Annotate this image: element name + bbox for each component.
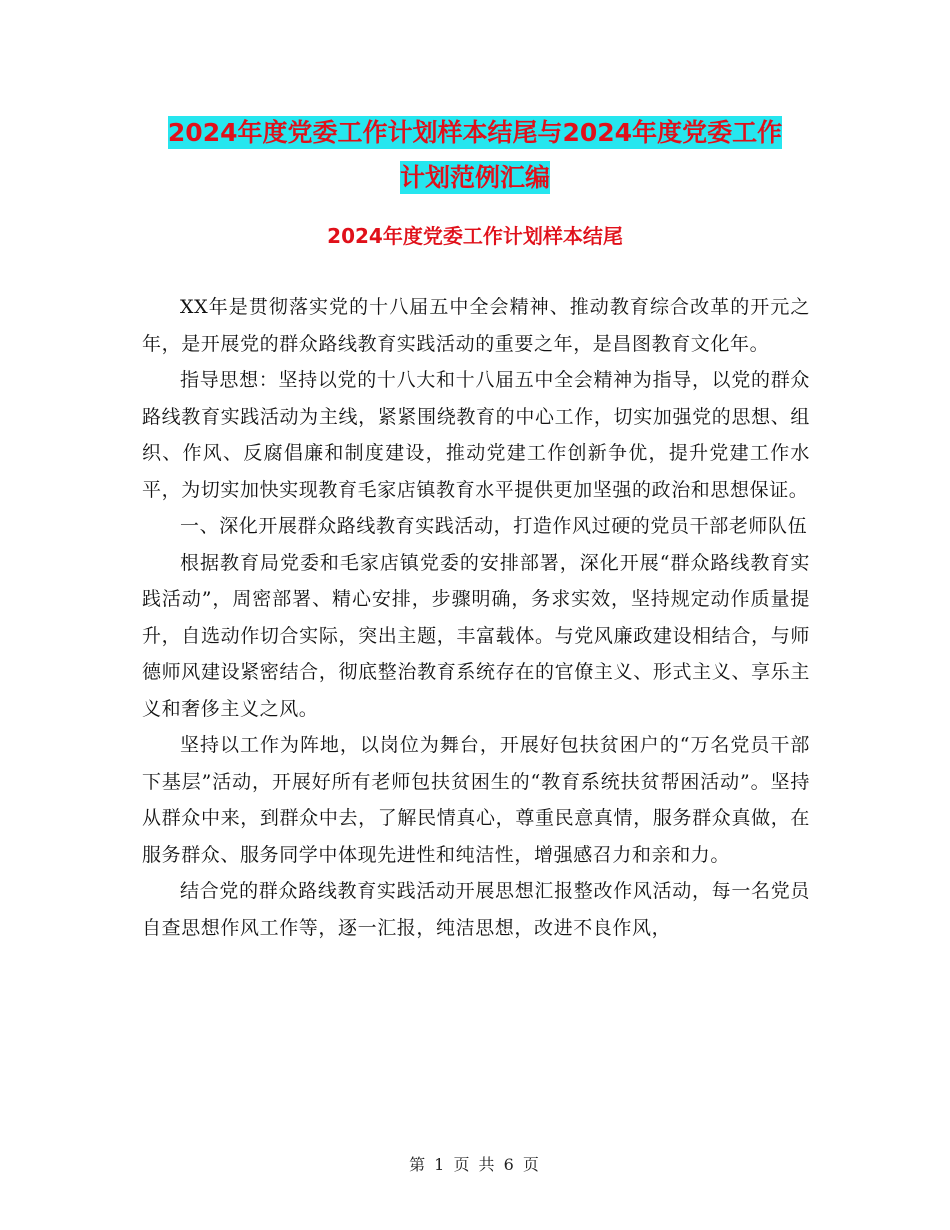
paragraph-heading-one: 一、深化开展群众路线教育实践活动，打造作风过硬的党员干部老师队伍 [180,515,808,537]
paragraph-intro: XX年是贯彻落实党的十八届五中全会精神、推动教育综合改革的开元之年，是开展党的群众路线教育实践活动的重要之年，是昌图教育文化年。 [142,296,810,355]
page-footer: 第 1 页 共 6 页 [409,1155,541,1174]
document-body [142,289,810,946]
document-title [0,110,950,200]
paragraph-guiding-thought: 指导思想：坚持以党的十八大和十八届五中全会精神为指导，以党的群众路线教育实践活动为主线，紧紧围绕教育的中心工作，切实加强党的思想、组织、作风、反腐倡廉和制度建设，推动党建工作创新争优，提升党建工作水平，为切实加快实现教育毛家店镇教育水平提供更加坚强的政治和思想保证。 [142,369,810,501]
paragraph-grassroots: 坚持以工作为阵地，以岗位为舞台，开展好包扶贫困户的“万名党员干部下基层”活动，开展好所有老师包扶贫困生的“教育系统扶贫帮困活动”。坚持从群众中来，到群众中去，了解民情真心，尊重民意真情，服务群众真做，在服务群众、服务同学中体现先进性和纯洁性，增强感召力和亲和力。 [142,734,810,866]
paragraph-deployment: 根据教育局党委和毛家店镇党委的安排部署，深化开展“群众路线教育实践活动”，周密部署、精心安排，步骤明确，务求实效，坚持规定动作质量提升，自选动作切合实际，突出主题，丰富载体。与党风廉政建设相结合，与师德师风建设紧密结合，彻底整治教育系统存在的官僚主义、形式主义、享乐主义和奢侈主义之风。 [142,551,810,720]
paragraph-rectification: 结合党的群众路线教育实践活动开展思想汇报整改作风活动，每一名党员自查思想作风工作等，逐一汇报，纯洁思想，改进不良作风， [142,880,810,939]
document-title-line-1: 2024年度党委工作计划样本结尾与2024年度党委工作 [167,118,783,147]
document-title-line-2: 计划范例汇编 [399,163,550,192]
section-title: 2024年度党委工作计划样本结尾 [327,224,623,248]
